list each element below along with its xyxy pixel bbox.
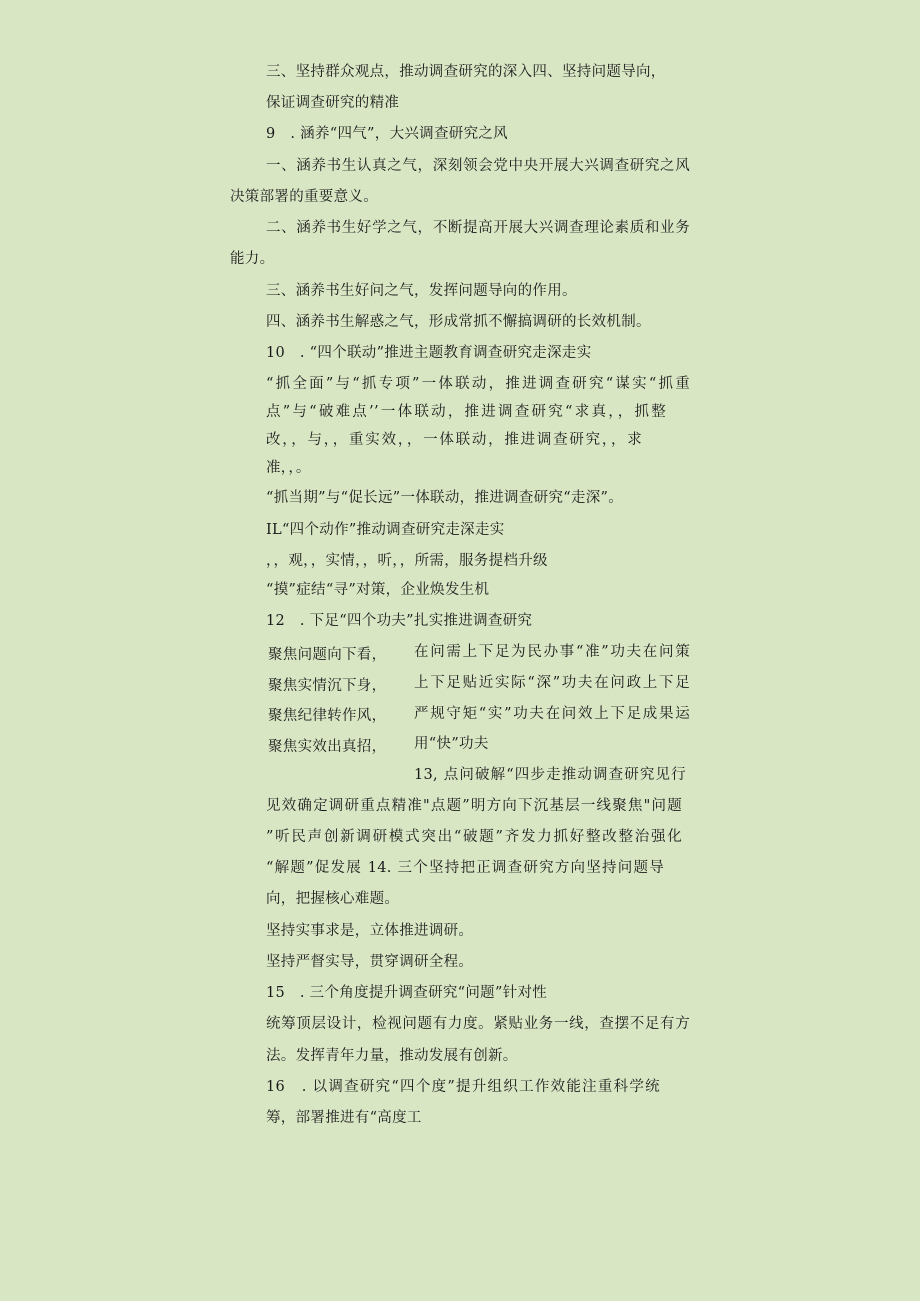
heading-11: IL“四个动作”推动调查研究走深走实 (266, 522, 505, 538)
text-line: 改，，与，，重实效，，一体联动，推进调查研究，，求 (266, 432, 642, 448)
right-column-line: 在问需上下足为民办事“准”功夫在问策 (414, 644, 690, 660)
left-column-line: 聚焦纪律转作风， (268, 708, 387, 724)
right-column-line: 用“快”功夫 (414, 736, 489, 752)
text-line: 一、涵养书生认真之气，深刻领会党中央开展大兴调查研究之风 (266, 158, 690, 174)
text-line: 统筹顶层设计，检视问题有力度。紧贴业务一线，查摆不足有方 (266, 1016, 690, 1032)
right-column-line: 严规守矩“实”功夫在问效上下足成果运 (414, 706, 690, 722)
text-line: 坚持实事求是，立体推进调研。 (266, 923, 474, 939)
text-line: ”听民声创新调研模式突出“破题”齐发力抓好整改整治强化 (266, 829, 682, 845)
text-line: 向，把握核心难题。 (266, 891, 400, 907)
text-line: “解题”促发展 14. 三个坚持把正调查研究方向坚持问题导 (266, 860, 664, 876)
text-line: 见效确定调研重点精准"点题”明方向下沉基层一线聚焦"问题 (266, 798, 682, 814)
text-line: 点”与“破难点’’一体联动，推进调查研究“求真，，抓整 (266, 404, 666, 420)
heading-12: 12 . 下足“四个功夫”扎实推进调查研究 (266, 613, 533, 629)
text-line: 准，，。 (266, 460, 311, 476)
left-column-line: 聚焦实情沉下身， (268, 678, 387, 694)
text-line: 能力。 (230, 251, 275, 267)
text-line: 法。发挥青年力量，推动发展有创新。 (266, 1048, 518, 1064)
text-line: ，，观，，实情，，听，，所需，服务提档升级 (266, 553, 548, 569)
text-line: 保证调查研究的精准 (266, 95, 400, 111)
heading-9: 9 . 涵养“四气”，大兴调查研究之风 (266, 126, 508, 142)
heading-15: 15 . 三个角度提升调查研究“问题”针对性 (266, 985, 548, 1001)
heading-10: 10 . “四个联动”推进主题教育调查研究走深走实 (266, 345, 592, 361)
right-column-line: 上下足贴近实际“深”功夫在问政上下足 (414, 675, 690, 691)
text-line: 决策部署的重要意义。 (230, 189, 378, 205)
text-line: 三、涵养书生好问之气，发挥问题导向的作用。 (266, 283, 577, 299)
text-line: 四、涵养书生解惑之气，形成常抓不懈搞调研的长效机制。 (266, 314, 651, 330)
text-line: 坚持严督实导，贯穿调研全程。 (266, 954, 474, 970)
heading-13: 13, 点问破解“四步走推动调查研究见行 (414, 767, 686, 783)
text-line: “抓当期”与“促长远”一体联动，推进调查研究“走深”。 (266, 490, 624, 506)
text-line: 三、坚持群众观点，推动调查研究的深入四、坚持问题导向， (266, 64, 666, 80)
text-line: 二、涵养书生好学之气，不断提高开展大兴调查理论素质和业务 (266, 220, 690, 236)
text-line: “摸”症结“寻”对策，企业焕发生机 (266, 582, 490, 598)
left-column-line: 聚焦问题向下看， (268, 647, 387, 663)
text-line: 筹，部署推进有“高度工 (266, 1110, 422, 1126)
heading-16: 16 . 以调查研究“四个度”提升组织工作效能注重科学统 (266, 1079, 660, 1095)
left-column-line: 聚焦实效出真招， (268, 739, 387, 755)
text-line: “抓全面”与“抓专项”一体联动，推进调查研究“谋实“抓重 (266, 376, 690, 392)
